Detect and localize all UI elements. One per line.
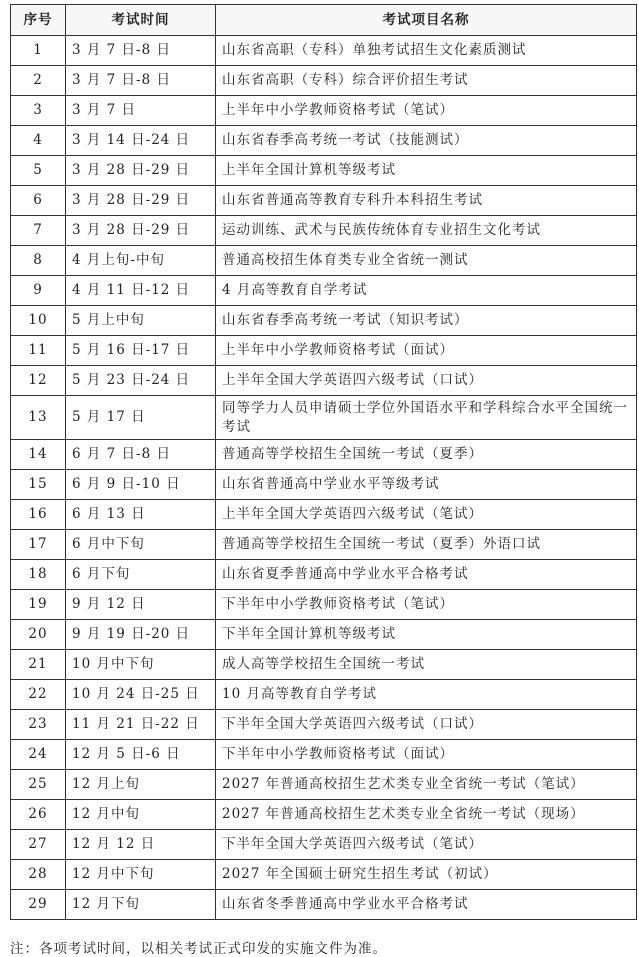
table-row [11, 680, 637, 710]
row-number: 9 [11, 276, 66, 306]
exam-time: 4 月 11 日-12 日 [66, 276, 216, 306]
exam-name: 10 月高等教育自学考试 [216, 680, 637, 710]
exam-name: 下半年全国大学英语四六级考试（口试） [216, 710, 637, 740]
table-row [11, 96, 637, 126]
table-row [11, 710, 637, 740]
exam-name: 山东省冬季普通高中学业水平合格考试 [216, 890, 637, 920]
table-row [11, 440, 637, 470]
table-row [11, 800, 637, 830]
exam-schedule-table [10, 4, 637, 920]
exam-time: 12 月 5 日-6 日 [66, 740, 216, 770]
exam-name: 上半年中小学教师资格考试（笔试） [216, 96, 637, 126]
row-number: 24 [11, 740, 66, 770]
table-row [11, 500, 637, 530]
row-number: 21 [11, 650, 66, 680]
row-number: 16 [11, 500, 66, 530]
row-number: 7 [11, 216, 66, 246]
table-row [11, 336, 637, 366]
exam-name: 山东省春季高考统一考试（技能测试） [216, 126, 637, 156]
exam-time: 5 月 17 日 [66, 396, 216, 440]
exam-time: 3 月 7 日 [66, 96, 216, 126]
row-number: 17 [11, 530, 66, 560]
exam-time: 10 月中下旬 [66, 650, 216, 680]
table-row [11, 276, 637, 306]
exam-time: 12 月下旬 [66, 890, 216, 920]
exam-time: 12 月中旬 [66, 800, 216, 830]
exam-name: 下半年中小学教师资格考试（笔试） [216, 590, 637, 620]
row-number: 3 [11, 96, 66, 126]
table-row [11, 470, 637, 500]
table-row [11, 620, 637, 650]
exam-time: 12 月上旬 [66, 770, 216, 800]
exam-time: 12 月中下旬 [66, 860, 216, 890]
footnote: 注：各项考试时间，以相关考试正式印发的实施文件为准。 [10, 941, 387, 957]
table-row [11, 246, 637, 276]
exam-name: 2027 年普通高校招生艺术类专业全省统一考试（现场） [216, 800, 637, 830]
table-row [11, 66, 637, 96]
exam-time: 3 月 7 日-8 日 [66, 36, 216, 66]
exam-name: 山东省普通高等教育专科升本科招生考试 [216, 186, 637, 216]
exam-time: 6 月 7 日-8 日 [66, 440, 216, 470]
exam-time: 3 月 28 日-29 日 [66, 186, 216, 216]
exam-name: 下半年中小学教师资格考试（面试） [216, 740, 637, 770]
exam-time: 11 月 21 日-22 日 [66, 710, 216, 740]
exam-name: 普通高等学校招生全国统一考试（夏季）外语口试 [216, 530, 637, 560]
table-row [11, 890, 637, 920]
row-number: 14 [11, 440, 66, 470]
exam-name: 上半年全国大学英语四六级考试（笔试） [216, 500, 637, 530]
row-number: 18 [11, 560, 66, 590]
table-row [11, 396, 637, 440]
exam-name: 山东省高职（专科）综合评价招生考试 [216, 66, 637, 96]
row-number: 28 [11, 860, 66, 890]
exam-name: 普通高校招生体育类专业全省统一测试 [216, 246, 637, 276]
table-row [11, 156, 637, 186]
table-row [11, 366, 637, 396]
exam-name: 普通高等学校招生全国统一考试（夏季） [216, 440, 637, 470]
exam-time: 6 月 13 日 [66, 500, 216, 530]
row-number: 2 [11, 66, 66, 96]
exam-time: 3 月 28 日-29 日 [66, 156, 216, 186]
row-number: 11 [11, 336, 66, 366]
table-row [11, 186, 637, 216]
table-row [11, 560, 637, 590]
exam-name: 上半年全国大学英语四六级考试（口试） [216, 366, 637, 396]
exam-name: 2027 年全国硕士研究生招生考试（初试） [216, 860, 637, 890]
exam-time: 5 月上中旬 [66, 306, 216, 336]
row-number: 27 [11, 830, 66, 860]
row-number: 26 [11, 800, 66, 830]
table-row [11, 590, 637, 620]
exam-time: 9 月 19 日-20 日 [66, 620, 216, 650]
row-number: 22 [11, 680, 66, 710]
exam-name: 山东省夏季普通高中学业水平合格考试 [216, 560, 637, 590]
row-number: 29 [11, 890, 66, 920]
table-row [11, 860, 637, 890]
exam-time: 5 月 23 日-24 日 [66, 366, 216, 396]
header-name: 考试项目名称 [216, 5, 637, 36]
exam-name: 4 月高等教育自学考试 [216, 276, 637, 306]
exam-name: 上半年中小学教师资格考试（面试） [216, 336, 637, 366]
exam-time: 5 月 16 日-17 日 [66, 336, 216, 366]
row-number: 19 [11, 590, 66, 620]
table-row [11, 36, 637, 66]
exam-time: 9 月 12 日 [66, 590, 216, 620]
exam-name: 2027 年普通高校招生艺术类专业全省统一考试（笔试） [216, 770, 637, 800]
row-number: 4 [11, 126, 66, 156]
exam-name: 运动训练、武术与民族传统体育专业招生文化考试 [216, 216, 637, 246]
exam-time: 6 月下旬 [66, 560, 216, 590]
header-no: 序号 [11, 5, 66, 36]
exam-name: 成人高等学校招生全国统一考试 [216, 650, 637, 680]
exam-time: 12 月 12 日 [66, 830, 216, 860]
table-header-row [11, 5, 637, 36]
table-row [11, 126, 637, 156]
row-number: 10 [11, 306, 66, 336]
row-number: 1 [11, 36, 66, 66]
row-number: 20 [11, 620, 66, 650]
exam-name: 下半年全国大学英语四六级考试（笔试） [216, 830, 637, 860]
table-row [11, 306, 637, 336]
exam-time: 6 月 9 日-10 日 [66, 470, 216, 500]
exam-time: 3 月 14 日-24 日 [66, 126, 216, 156]
exam-name: 山东省普通高中学业水平等级考试 [216, 470, 637, 500]
header-time: 考试时间 [66, 5, 216, 36]
row-number: 6 [11, 186, 66, 216]
exam-time: 3 月 7 日-8 日 [66, 66, 216, 96]
table-row [11, 830, 637, 860]
table-row [11, 770, 637, 800]
row-number: 5 [11, 156, 66, 186]
exam-name: 山东省高职（专科）单独考试招生文化素质测试 [216, 36, 637, 66]
row-number: 25 [11, 770, 66, 800]
exam-time: 3 月 28 日-29 日 [66, 216, 216, 246]
row-number: 12 [11, 366, 66, 396]
table-row [11, 216, 637, 246]
exam-time: 4 月上旬-中旬 [66, 246, 216, 276]
exam-name: 山东省春季高考统一考试（知识考试） [216, 306, 637, 336]
exam-time: 6 月中下旬 [66, 530, 216, 560]
exam-name: 同等学力人员申请硕士学位外国语水平和学科综合水平全国统一考试 [216, 396, 637, 440]
row-number: 15 [11, 470, 66, 500]
table-row [11, 530, 637, 560]
row-number: 13 [11, 396, 66, 440]
row-number: 23 [11, 710, 66, 740]
table-row [11, 740, 637, 770]
exam-time: 10 月 24 日-25 日 [66, 680, 216, 710]
exam-name: 下半年全国计算机等级考试 [216, 620, 637, 650]
row-number: 8 [11, 246, 66, 276]
table-row [11, 650, 637, 680]
exam-name: 上半年全国计算机等级考试 [216, 156, 637, 186]
